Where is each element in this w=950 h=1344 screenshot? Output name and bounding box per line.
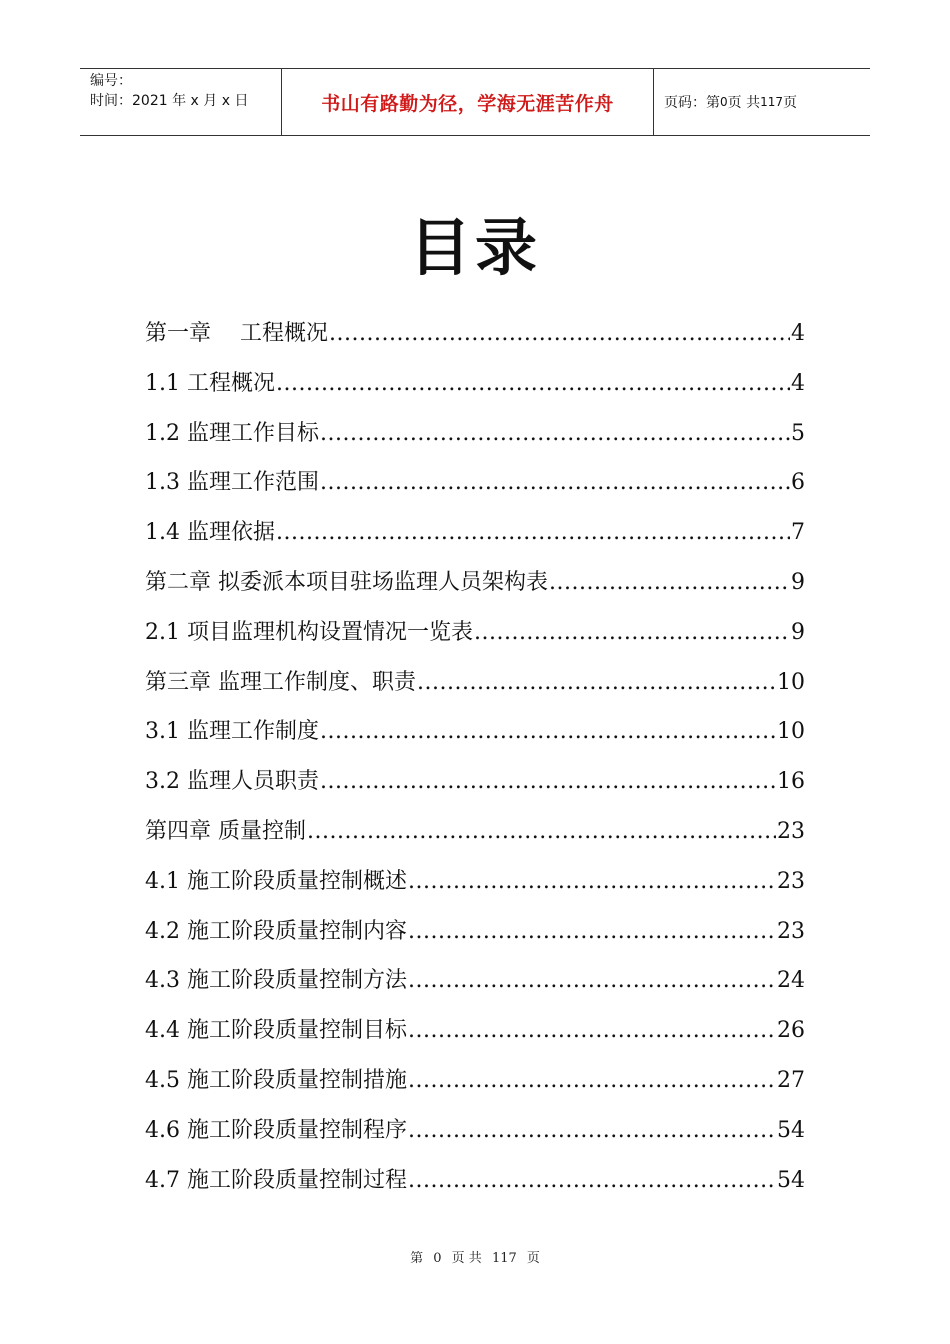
toc-entry-page-number: 4 [791,370,805,396]
toc-entry-label: 4.2 施工阶段质量控制内容 [145,918,407,944]
toc-entry[interactable] [145,707,805,757]
footer-prefix: 第 [410,1251,424,1266]
toc-entry[interactable] [145,658,805,708]
toc-entry[interactable] [145,1006,805,1056]
toc-entry-page-number: 54 [777,1117,805,1143]
toc-leader-dots [329,309,790,359]
page-footer [0,1247,950,1266]
toc-entry[interactable] [145,558,805,608]
toc-entry-page-number: 5 [791,420,805,446]
toc-leader-dots [276,359,790,409]
toc-entry-label: 1.2 监理工作目标 [145,420,319,446]
toc-leader-dots [408,1156,776,1206]
toc-entry-label: 4.5 施工阶段质量控制措施 [145,1067,407,1093]
toc-entry-page-number: 23 [777,818,805,844]
toc-entry-label: 4.7 施工阶段质量控制过程 [145,1167,407,1193]
toc-leader-dots [408,1006,776,1056]
toc-entry-label: 2.1 项目监理机构设置情况一览表 [145,619,473,645]
toc-entry[interactable] [145,907,805,957]
toc-entry[interactable] [145,1056,805,1106]
toc-entry-label: 1.1 工程概况 [145,370,275,396]
toc-leader-dots [408,907,776,957]
toc-entry-page-number: 26 [777,1018,805,1044]
header-page-total: 117 [760,95,783,109]
toc-entry[interactable] [145,359,805,409]
table-of-contents [145,309,805,1205]
header-page-prefix: 页码：第 [664,95,720,111]
toc-entry-label: 3.1 监理工作制度 [145,719,319,745]
toc-entry-label: 3.2 监理人员职责 [145,769,319,795]
toc-entry-page-number: 9 [791,569,805,595]
header-page-mid: 页 共 [727,95,761,111]
toc-leader-dots [307,807,776,857]
header-motto: 书山有路勤为径，学海无涯苦作舟 [281,69,654,135]
header-meta [80,69,281,135]
toc-entry-label: 1.4 监理依据 [145,520,275,546]
toc-entry-label: 第三章 监理工作制度、职责 [145,669,416,695]
toc-entry-page-number: 9 [791,619,805,645]
toc-entry[interactable] [145,1156,805,1206]
toc-leader-dots [320,458,790,508]
toc-entry-page-number: 4 [791,321,805,346]
toc-entry[interactable] [145,608,805,658]
page-title: 目录 [408,211,541,284]
toc-leader-dots [417,658,776,708]
footer-total-pages: 117 [491,1251,517,1266]
toc-entry-page-number: 16 [777,769,805,795]
toc-entry-label: 4.1 施工阶段质量控制概述 [145,868,407,894]
toc-leader-dots [408,857,776,907]
page-header [80,68,870,136]
toc-entry[interactable] [145,409,805,459]
toc-entry-page-number: 54 [777,1167,805,1193]
toc-entry-page-number: 7 [791,520,805,546]
toc-entry-label: 1.3 监理工作范围 [145,470,319,496]
toc-leader-dots [320,707,776,757]
toc-entry-label: 第二章 拟委派本项目驻场监理人员架构表 [145,569,548,595]
toc-leader-dots [320,757,776,807]
toc-entry-page-number: 10 [777,719,805,745]
document-code-label: 编号： [90,73,132,89]
toc-leader-dots [549,558,790,608]
footer-mid: 页 共 [451,1251,482,1266]
toc-entry-page-number: 23 [777,918,805,944]
header-page-info [654,69,870,135]
toc-entry-label: 4.6 施工阶段质量控制程序 [145,1117,407,1143]
toc-entry[interactable] [145,1106,805,1156]
header-page-suffix: 页 [783,95,797,111]
toc-entry[interactable] [145,508,805,558]
footer-suffix: 页 [526,1251,540,1266]
toc-entry-label: 4.3 施工阶段质量控制方法 [145,968,407,994]
toc-entry[interactable] [145,757,805,807]
toc-entry[interactable] [145,956,805,1006]
footer-current-page: 0 [433,1251,442,1266]
toc-leader-dots [320,409,790,459]
toc-entry[interactable] [145,309,805,359]
toc-leader-dots [408,1106,776,1156]
toc-entry-page-number: 6 [791,470,805,496]
toc-entry-label: 第四章 质量控制 [145,818,306,844]
header-page-current: 0 [720,95,728,109]
toc-leader-dots [474,608,790,658]
toc-entry[interactable] [145,807,805,857]
toc-leader-dots [276,508,790,558]
toc-entry-page-number: 23 [777,868,805,894]
toc-entry-page-number: 24 [777,968,805,994]
toc-leader-dots [408,956,776,1006]
document-date: 时间：2021 年 x 月 x 日 [90,93,249,109]
toc-entry[interactable] [145,458,805,508]
toc-entry[interactable] [145,857,805,907]
toc-entry-page-number: 10 [777,669,805,695]
toc-entry-label: 4.4 施工阶段质量控制目标 [145,1018,407,1044]
toc-entry-page-number: 27 [777,1067,805,1093]
toc-leader-dots [408,1056,776,1106]
toc-entry-label: 第一章 工程概况 [145,321,328,346]
